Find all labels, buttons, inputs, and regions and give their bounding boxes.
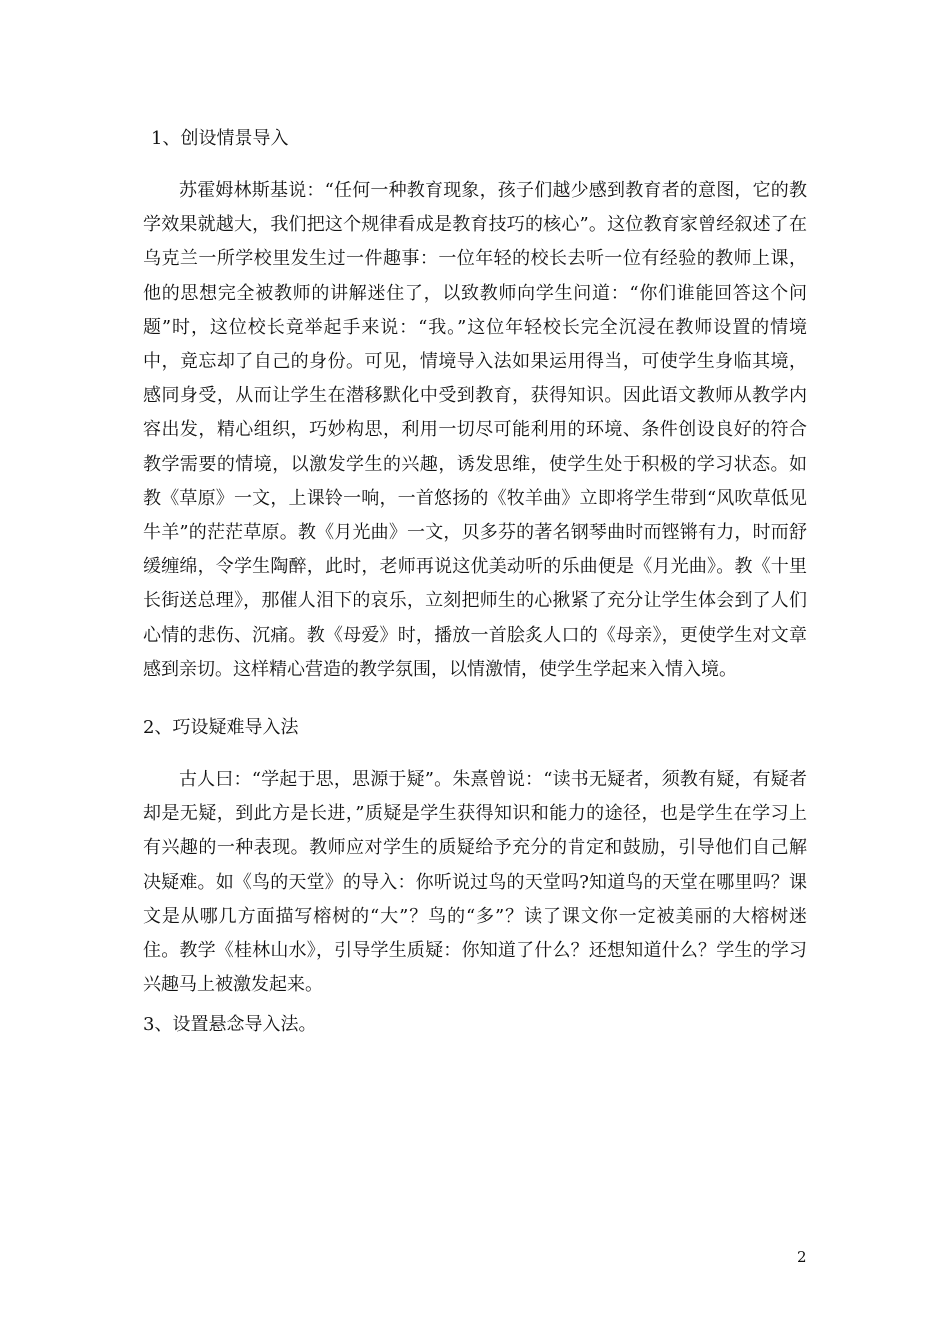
document-body [143, 122, 807, 1042]
section-heading-1: 1、创设情景导入 [151, 128, 289, 149]
page-number: 2 [797, 1248, 807, 1266]
section-heading-3: 3、设置悬念导入法。 [143, 1014, 317, 1036]
section-paragraph-1: 苏霍姆林斯基说：“任何一种教育现象，孩子们越少感到教育者的意图，它的教学效果就越大，我们把这个规律看成是教育技巧的核心”。这位教育家曾经叙述了在乌克兰一所学校里发生过一件趣事：一位年轻的校长去听一位有经验的教师上课，他的思想完全被教师的讲解迷住了，以致教师向学生问道：“你们谁能回答这个问题”时，这位校长竟举起手来说：“我。”这位年轻校长完全沉浸在教师设置的情境中，竟忘却了自己的身份。可见，情境导入法如果运用得当，可使学生身临其境，感同身受，从而让学生在潜移默化中受到教育，获得知识。因此语文教师从教学内容出发，精心组织，巧妙构思，利用一切尽可能利用的环境、条件创设良好的符合教学需要的情境，以激发学生的兴趣，诱发思维，使学生处于积极的学习状态。如教《草原》一文，上课铃一响，一首悠扬的《牧羊曲》立即将学生带到“风吹草低见牛羊”的茫茫草原。教《月光曲》一文，贝多芬的著名钢琴曲时而铿锵有力，时而舒缓缠绵，令学生陶醉，此时，老师再说这优美动听的乐曲便是《月光曲》。教《十里长街送总理》，那催人泪下的哀乐，立刻把师生的心揪紧了充分让学生体会到了人们心情的悲伤、沉痛。教《母爱》时，播放一首脍炙人口的《母亲》，更使学生对文章感到亲切。这样精心营造的教学氛围，以情激情，使学生学起来入情入境。 [143, 180, 807, 680]
section-heading-2: 2、巧设疑难导入法 [143, 717, 299, 739]
section-paragraph-2: 古人曰：“学起于思，思源于疑”。朱熹曾说：“读书无疑者，须教有疑，有疑者却是无疑，到此方是长进，”质疑是学生获得知识和能力的途径，也是学生在学习上有兴趣的一种表现。教师应对学生的质疑给予充分的肯定和鼓励，引导他们自己解决疑难。如《鸟的天堂》的导入：你听说过鸟的天堂吗?知道鸟的天堂在哪里吗？课文是从哪几方面描写榕树的“大”？鸟的“多”？读了课文你一定被美丽的大榕树迷住。教学《桂林山水》，引导学生质疑：你知道了什么？还想知道什么？学生的学习兴趣马上被激发起来。 [143, 769, 807, 996]
